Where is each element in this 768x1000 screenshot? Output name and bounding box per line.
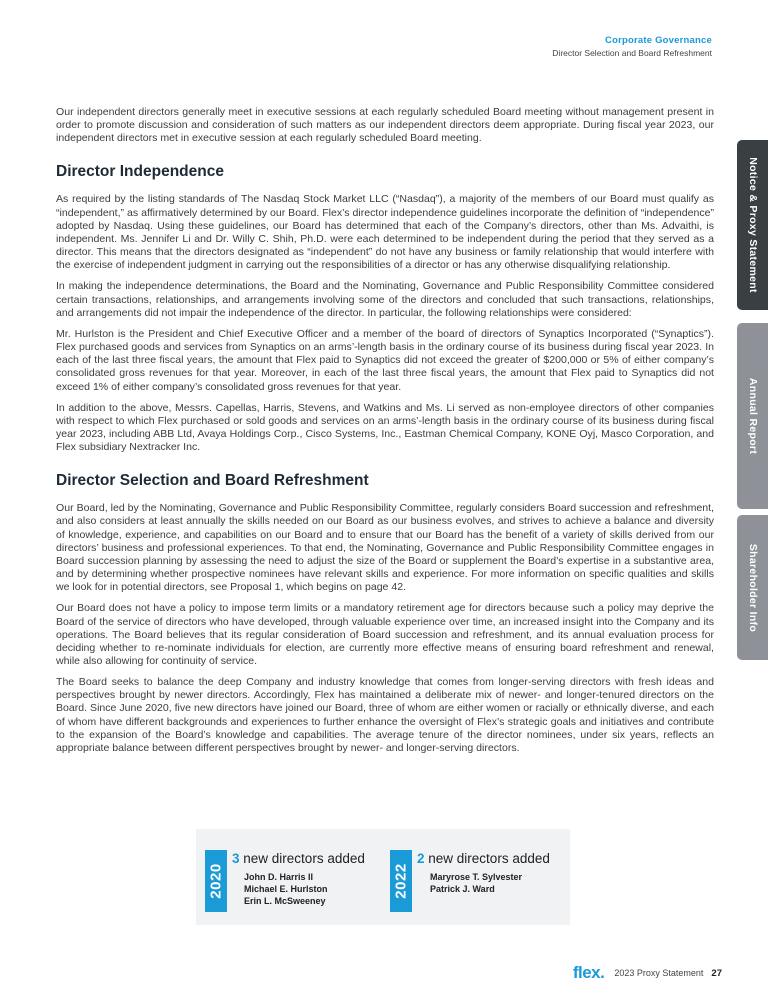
group-heading <box>232 851 365 866</box>
independence-heading: Director Independence <box>56 163 224 181</box>
page-number: 27 <box>711 967 722 979</box>
director-name: Michael E. Hurlston <box>244 884 328 895</box>
selection-paragraph: The Board seeks to balance the deep Company and industry knowledge that comes from longer-serving directors with fresh ideas and perspectives brought by newer directors. Accordingly, Flex has maintained a deliberate mix of newer- and longer-tenured directors on the Board. Since June 2020, five new directors have joined our Board, three of whom are either women or racially or ethnically diverse, and each of whom have different backgrounds and experiences to further enhance the oversight of Flex’s strategic goals and initiatives and contribute to the expansion of the Board’s knowledge and capabilities. The average tenure of the director nominees, under six years, reflects an appropriate balance between different perspectives brought by newer- and longer-serving directors. <box>56 676 714 754</box>
independence-paragraph: As required by the listing standards of The Nasdaq Stock Market LLC (“Nasdaq”), a majority of the members of our Board must qualify as “independent,” as affirmatively determined by our Board. Flex’s director independence guidelines incorporate the definition of “independence” adopted by Nasdaq. Using these guidelines, our Board has determined that each of the Company’s directors, other than Ms. Advaithi, is independent. Ms. Jennifer Li and Dr. Willy C. Shih, Ph.D. were each determined to be independent during the period that they served as a director. This means that the directors designated as “independent” do not have any business or family relationship that would interfere with the exercise of independent judgment in carrying out the responsibilities of a director or has any otherwise disqualifying relationship. <box>56 193 714 272</box>
year-badge: 2020 <box>205 850 227 912</box>
selection-paragraph: Our Board, led by the Nominating, Governance and Public Responsibility Committee, regularly considers Board succession and refreshment, and also considers at least annually the skills needed on our Board as our business evolves, and strives to achieve a balance and diversity of knowledge, experience, and capabilities on our Board and to ensure that our Board has the benefit of a variety of skills derived from our directors’ business and professional experiences. To that end, the Nominating, Governance and Public Responsibility Committee engages in Board succession planning by assessing the need to adjust the size of the Board or supplement the Board’s expertise in a substantive area, and by determining whether prospective nominees have relevant skills and experience. For more information on specific qualities and skills we look for in potential directors, see Proposal 1, which begins on page 42. <box>56 502 714 594</box>
selection-paragraph: Our Board does not have a policy to impose term limits or a mandatory retirement age for directors because such a policy may deprive the Board of the service of directors who have developed, through valuable experience over time, an increased insight into the Company and its operations. The Board believes that its regular consideration of Board succession and refreshment, and its annual evaluation process for deciding whether to re-nominate individuals for election, are currently more effective means of ensuring board refreshment and renewal, while also allowing for continuity of service. <box>56 602 714 667</box>
independence-paragraph: In making the independence determinations, the Board and the Nominating, Governance and Public Responsibility Committee considered certain transactions, relationships, and arrangements involving some of the directors and concluded that such transactions, relationships, and arrangements did not impair the independence of the director. In particular, the following relationships were considered: <box>56 280 714 319</box>
group-label: new directors added <box>243 851 365 866</box>
selection-heading: Director Selection and Board Refreshment <box>56 472 369 490</box>
tab-shareholder-info[interactable] <box>737 515 768 660</box>
tab-annual-report[interactable] <box>737 323 768 509</box>
tab-label: Annual Report <box>746 377 759 455</box>
tab-label: Shareholder Info <box>746 543 759 632</box>
document-title: 2023 Proxy Statement <box>614 968 704 978</box>
flex-logo: flex. <box>572 963 605 982</box>
independence-paragraph: In addition to the above, Messrs. Capellas, Harris, Stevens, and Watkins and Ms. Li served as non-employee directors of other companies with respect to which Flex purchased or sold goods and services on an arms’-length basis in the ordinary course of its business during fiscal year 2023, including ABB Ltd, Avaya Holdings Corp., Cisco Systems, Inc., Eastman Chemical Company, KONE Oyj, Masco Corporation, and Flex subsidiary Nextracker Inc. <box>56 401 714 454</box>
intro-paragraph: Our independent directors generally meet in executive sessions at each regularly scheduled Board meeting without management present in order to promote discussion and consideration of such matters as our independent directors deem appropriate. During fiscal year 2023, our independent directors met in executive session at each regularly scheduled Board meeting. <box>56 106 714 145</box>
subsection-title: Director Selection and Board Refreshment <box>552 48 712 58</box>
page-footer <box>573 963 722 983</box>
new-directors-callout <box>196 829 570 925</box>
director-name: Maryrose T. Sylvester <box>430 872 523 882</box>
tab-label: Notice & Proxy Statement <box>746 157 759 293</box>
main-content <box>56 106 714 763</box>
director-name: Patrick J. Ward <box>430 884 495 895</box>
tab-notice-proxy-statement[interactable] <box>737 140 768 310</box>
director-names <box>244 871 328 908</box>
page-header <box>552 35 712 58</box>
year-badge: 2022 <box>390 850 412 912</box>
group-heading <box>417 851 550 866</box>
director-count: 3 <box>232 851 240 866</box>
director-name: Erin L. McSweeney <box>244 896 326 907</box>
director-names <box>430 871 522 895</box>
group-label: new directors added <box>428 851 550 866</box>
director-count: 2 <box>417 851 425 866</box>
director-name: John D. Harris II <box>244 872 314 882</box>
independence-paragraph: Mr. Hurlston is the President and Chief Executive Officer and a member of the board of directors of Synaptics Incorporated (“Synaptics”). Flex purchased goods and services from Synaptics on an arms’-length basis in the ordinary course of its business during fiscal year 2023. In each of the last three fiscal years, the amount that Flex paid to Synaptics did not exceed the greater of $200,000 or 5% of either company’s consolidated gross revenues for that year. Moreover, in each of the last three fiscal years, the amount that Flex paid to Synaptics did not exceed 1% of either company’s consolidated gross revenues for that year. <box>56 327 714 393</box>
section-title: Corporate Governance <box>605 35 712 46</box>
